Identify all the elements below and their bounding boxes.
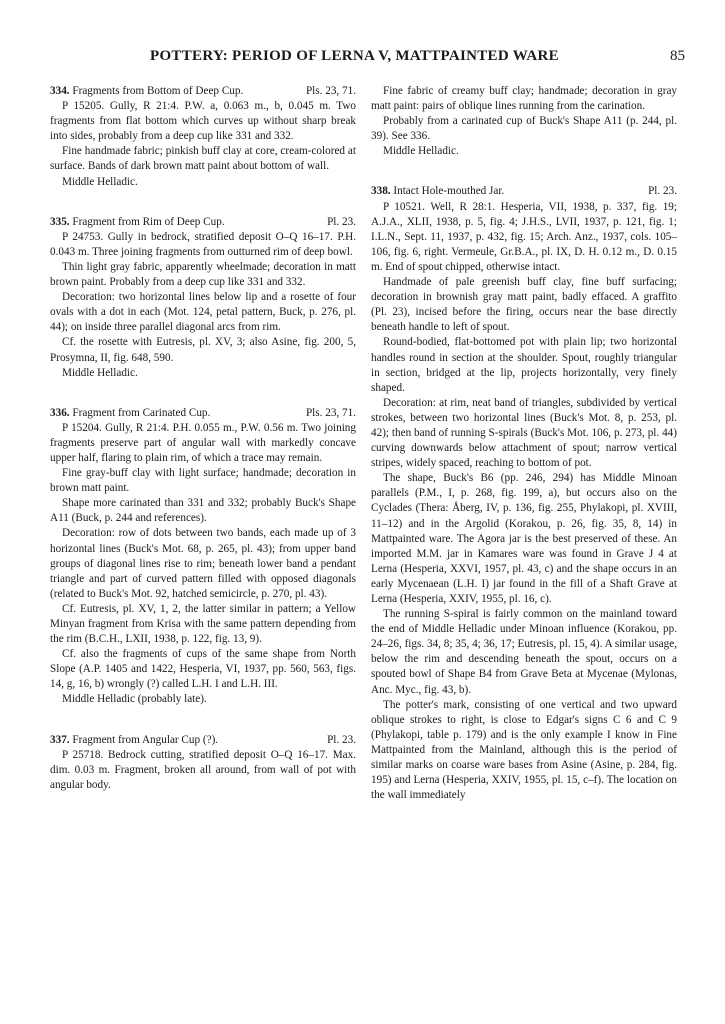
entry-paragraph: Middle Helladic. — [383, 145, 459, 158]
entry-title: Fragment from Carinated Cup. — [72, 406, 211, 419]
entry-plates: Pl. 23. — [648, 185, 677, 198]
entry-paragraph: P 24753. Gully in bedrock, stratified deposit O–Q 16–17. P.H. 0.043 m. Three joining fragments from outturned rim of deep bowl. — [50, 230, 356, 258]
running-head: POTTERY: PERIOD OF LERNA V, MATTPAINTED WARE — [150, 48, 559, 64]
entry-plates: Pl. 23. — [327, 215, 356, 228]
entry-paragraph: Fine gray-buff clay with light surface; handmade; decoration in brown matt paint. — [50, 467, 356, 495]
entry-separator — [50, 708, 356, 733]
page-number: 85 — [670, 48, 685, 64]
catalog-entry-337-continued — [371, 84, 677, 159]
entry-paragraph: Cf. Eutresis, pl. XV, 1, 2, the latter similar in pattern; a Yellow Minyan fragment from Krisa with the same pattern depending from the rim (B.C.H., LXII, 1938, p. 122, fig. 13, 9). — [50, 602, 356, 646]
entry-paragraph: The shape, Buck's B6 (pp. 246, 294) has Middle Minoan parallels (P.M., I, p. 268, fig. 199, a), but occurs also on the Cyclades (Thera: Åberg, IV, p. 136, fig. 255, Phylakopi, pl. XVIII, 11–12) and in the Argolid (Korakou, p. 26, fig. 35, 8, 14) in Mattpainted ware. The Agora jar is the best preserved of these. An imported M.M. jar in Kamares ware was found in Grave J 4 at Lerna (Hesperia, XXVI, 1957, pl. 43, c) and the shape occurs in an early Mycenaean (L.H. I) jar found in the fill of a Shaft Grave at Lerna (Hesperia, XXIV, 1955, pl. 16, c). — [371, 472, 677, 605]
entry-plates: Pl. 23. — [327, 733, 356, 746]
entry-paragraph: Probably from a carinated cup of Buck's Shape A11 (p. 244, pl. 39). See 336. — [371, 115, 677, 143]
entry-paragraph: The running S-spiral is fairly common on the mainland toward the end of Middle Helladic under Minoan influence (Korakou, pp. 24–26, figs. 34, 8; 35, 4; 36, 17; Eutresis, pl. 15, 4). A similar usage, below the rim and descending beneath the spout, occurs on a spouted bowl of Shape B4 from Grave Beta at Mycenae (Mylonas, Anc. Myc., fig. 43, b). — [371, 608, 677, 696]
entry-title: Fragment from Rim of Deep Cup. — [72, 215, 225, 228]
entry-heading — [371, 184, 677, 199]
catalog-entry-335 — [50, 215, 356, 381]
entry-paragraph: Cf. also the fragments of cups of the same shape from North Slope (A.P. 1405 and 1422, Hesperia, VI, 1937, pp. 560, 563, figs. 14, g, 16, b) wrongly (?) called L.H. I and L.H. III. — [50, 648, 356, 691]
entry-paragraph: Thin light gray fabric, apparently wheelmade; decoration in matt brown paint. Probably from a deep cup like 331 and 332. — [50, 260, 356, 289]
right-column — [371, 84, 677, 803]
entry-heading — [50, 733, 356, 748]
entry-paragraph: Middle Helladic. — [62, 366, 138, 379]
entry-heading — [50, 84, 356, 99]
entry-title: Fragments from Bottom of Deep Cup. — [72, 85, 244, 97]
catalog-entry-338 — [371, 184, 677, 803]
page-header — [40, 48, 685, 72]
entry-paragraph: Decoration: at rim, neat band of triangles, subdivided by vertical strokes, between two horizontal lines (Buck's Mot. 8, p. 253, pl. 42); then band of running S-spirals (Buck's Mot. 106, p. 273, pl. 44) curving downwards below attachment of spout; narrow vertical stripes, widely spaced, reaching to bottom of pot. — [371, 396, 677, 470]
entry-number: 338. — [371, 185, 391, 198]
entry-paragraph: P 15205. Gully, R 21:4. P.W. a, 0.063 m., b, 0.045 m. Two fragments from flat bottom which curves up without sharp break into sides, probably from a deep cup like 331 and 332. — [50, 100, 356, 143]
entry-separator — [371, 159, 677, 184]
catalog-entry-337 — [50, 733, 356, 793]
entry-paragraph: Decoration: row of dots between two bands, each made up of 3 horizontal lines (Buck's Mot. 68, p. 265, pl. 43); from upper band groups of diagonal lines rise to rim; beneath lower band a pendant triangle and part of curved pattern filled with opposed diagonals (related to Buck's Mot. 92, hatched semicircle, p. 270, pl. 43). — [50, 527, 356, 600]
entry-paragraph: Decoration: two horizontal lines below lip and a rosette of four ovals with a dot in each (Mot. 124, petal pattern, Buck, p. 276, pl. 44); on inside three parallel diagonal arcs from rim. — [50, 291, 356, 334]
entry-number: 337. — [50, 733, 70, 746]
catalog-entry-334 — [50, 84, 356, 190]
entry-paragraph: Middle Helladic (probably late). — [62, 693, 207, 706]
entry-paragraph: P 15204. Gully, R 21:4. P.H. 0.055 m., P.W. 0.56 m. Two joining fragments preserve part of angular wall with markedly concave upper half, flaring to plain rim, of which a trace may remain. — [50, 421, 356, 464]
entry-paragraph: The potter's mark, consisting of one vertical and two upward oblique strokes to right, is close to Edgar's signs C 6 and C 9 (Phylakopi, table p. 179) and is the only example I know in Fine Mattpainted from the Mainland, although this is the period of similar marks on coarse ware bases from Asine (Asine, p. 284, fig. 195) and Lerna (Hesperia, XXIV, 1955, pl. 15, c–f). The location on the wall immediately — [371, 698, 677, 802]
entry-heading — [50, 406, 356, 421]
catalog-entry-336 — [50, 406, 356, 708]
entry-paragraph: Middle Helladic. — [62, 175, 138, 188]
entry-title: Intact Hole-mouthed Jar. — [393, 185, 505, 198]
entry-heading — [50, 215, 356, 230]
entry-separator — [50, 381, 356, 406]
entry-separator — [50, 190, 356, 215]
entry-plates: Pls. 23, 71. — [305, 406, 356, 419]
entry-number: 336. — [50, 406, 70, 419]
entry-paragraph: Fine fabric of creamy buff clay; handmade; decoration in gray matt paint: pairs of oblique lines running from the carination. — [371, 85, 677, 113]
entry-plates: Pls. 23, 71. — [305, 85, 356, 97]
entry-paragraph: P 10521. Well, R 28:1. Hesperia, VII, 1938, p. 337, fig. 19; A.J.A., XLII, 1938, p. 5, fig. 4; J.H.S., LVII, 1937, p. 121, fig. 1; I.L.N., Sept. 11, 1937, p. 432, fig. 15; Arch. Anz., 1937, cols. 105–106, fig. 6, right. Vermeule, Gr.B.A., pl. IX, D. H. 0.12 m., D. 0.15 m. End of spout chipped, otherwise intact. — [371, 200, 677, 273]
entry-paragraph: Cf. the rosette with Eutresis, pl. XV, 3; also Asine, fig. 200, 5, Prosymna, II, fig. 648, 590. — [50, 336, 356, 364]
entry-paragraph: Shape more carinated than 331 and 332; probably Buck's Shape A11 (Buck, p. 244 and references). — [50, 497, 356, 525]
entry-number: 335. — [50, 215, 70, 228]
entry-paragraph: Handmade of pale greenish buff clay, fine buff surfacing; decoration in brownish gray matt paint, badly effaced. A graffito (Pl. 23), incised before the firing, occurs near the base directly beneath handle to left of spout. — [371, 276, 677, 334]
entry-paragraph: Round-bodied, flat-bottomed pot with plain lip; two horizontal handles round in section at the shoulder. Spout, roughly triangular in section, bridged at the lip, projects horizontally, very finely shaped. — [371, 336, 677, 394]
entry-paragraph: Fine handmade fabric; pinkish buff clay at core, cream-colored at surface. Bands of dark brown matt paint about bottom of wall. — [50, 145, 356, 173]
entry-title: Fragment from Angular Cup (?). — [72, 733, 219, 746]
entry-paragraph: P 25718. Bedrock cutting, stratified deposit O–Q 16–17. Max. dim. 0.03 m. Fragment, broken all around, from wall of pot with angular body. — [50, 748, 356, 791]
left-column — [50, 84, 356, 793]
entry-number: 334. — [50, 85, 70, 97]
